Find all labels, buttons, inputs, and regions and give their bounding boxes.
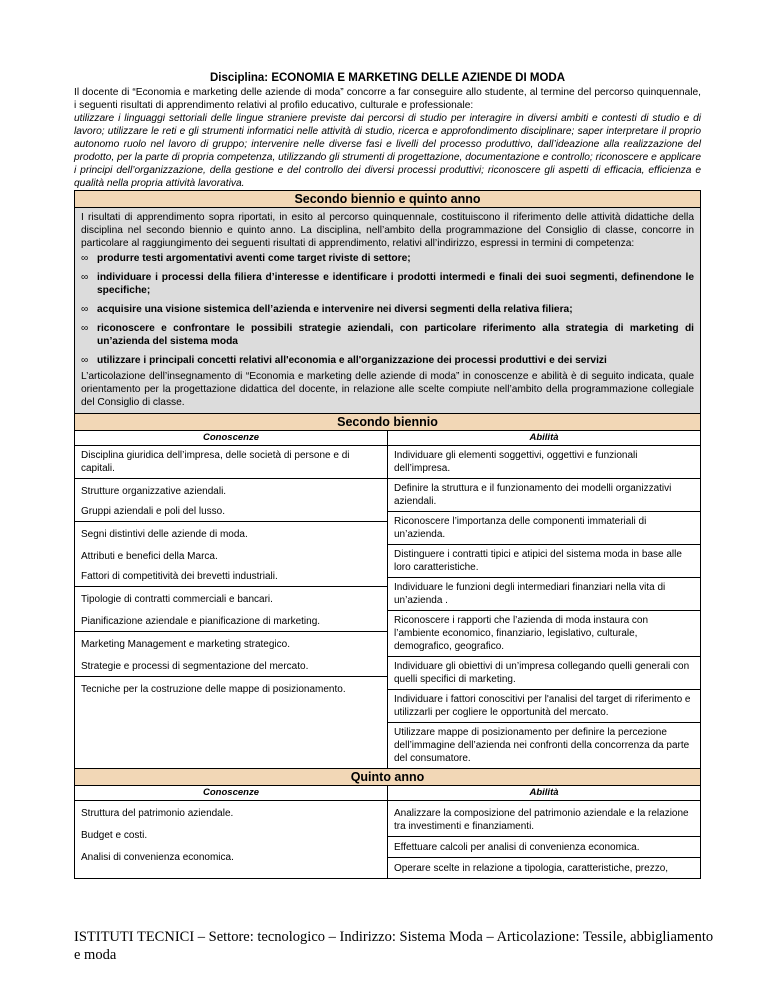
competences-intro: I risultati di apprendimento sopra riportati, in esito al percorso quinquennale, costituiscono il riferimento delle attività didattiche della disciplina nel secondo biennio e quinto anno. La disciplina, nell’ambito della programmazione del Consiglio di classe, concorre in particolare al raggiungimento dei seguenti risultati di apprendimento, relativi all’indirizzo, espressi in termini di competenza: — [81, 212, 694, 249]
conoscenze-header: Conoscenze — [75, 786, 387, 801]
intro-italic-paragraph: utilizzare i linguaggi settoriali delle lingue straniere previste dai percorsi di studio per interagire in diversi ambiti e contesti di studio e di lavoro; utilizzare le reti e gli strumenti informatici nelle attività di studio, ricerca e approfondimento disciplinare; saper interpretare il proprio autonomo ruolo nel lavoro di gruppo; intervenire nelle diverse fasi e livelli del processo produttivo, dall’ideazione alla realizzazione del prodotto, per la parte di propria competenza, utilizzando gli strumenti di progettazione, documentazione e controllo; riconoscere e applicare i principi dell’organizzazione, della gestione e del controllo dei diversi processi produttivi; riconoscere gli aspetti di efficacia, efficienza e qualità nella propria attività lavorativa. — [74, 113, 701, 189]
abilita-column — [388, 431, 700, 768]
infinity-bullet-icon: ∞ — [81, 355, 89, 366]
abilita-cell: Individuare gli elementi soggettivi, oggettivi e funzionali dell’impresa. — [388, 446, 700, 479]
abilita-cell: Riconoscere l’importanza delle componenti immateriali di un’azienda. — [388, 512, 700, 545]
competence-text: utilizzare i principali concetti relativi all'economia e all'organizzazione dei processi produttivi e dei servizi — [97, 355, 607, 366]
abilita-column — [388, 786, 700, 878]
conoscenza-cell: Attributi e benefici della Marca. — [81, 551, 218, 562]
competence-text: individuare i processi della filiera d’interesse e identificare i prodotti intermedi e finali dei suoi segmenti, definendone le specifiche; — [97, 272, 694, 296]
competence-item — [81, 322, 694, 348]
abilita-header: Abilità — [388, 786, 700, 801]
conoscenza-cell: Budget e costi. — [81, 830, 148, 841]
abilita-cell: Analizzare la composizione del patrimonio aziendale e la relazione tra investimenti e finanziamenti. — [388, 801, 700, 837]
conoscenze-column — [75, 786, 388, 878]
competence-text: acquisire una visione sistemica dell’azienda e intervenire nei diversi segmenti della relativa filiera; — [97, 304, 573, 315]
conoscenza-cell: Fattori di competitività dei brevetti industriali. — [75, 566, 387, 587]
infinity-bullet-icon: ∞ — [81, 253, 89, 264]
conoscenza-cell: Strutture organizzative aziendali. — [81, 486, 227, 497]
infinity-bullet-icon: ∞ — [81, 304, 89, 315]
abilita-cell: Operare scelte in relazione a tipologia, caratteristiche, prezzo, — [394, 863, 669, 874]
conoscenze-header: Conoscenze — [75, 431, 387, 446]
articolazione-paragraph: L’articolazione dell’insegnamento di “Economia e marketing delle aziende di moda” in conoscenze e abilità è di seguito indicata, quale orientamento per la progettazione didattica del docente, in relazione alle scelte compiute nell’ambito della programmazione collegiale del Consiglio di classe. — [81, 371, 694, 408]
infinity-bullet-icon: ∞ — [81, 272, 89, 283]
abilita-cell: Individuare gli obiettivi di un’impresa collegando quelli generali con quelli specifici di marketing. — [388, 657, 700, 690]
section-heading-quinto-anno: Quinto anno — [75, 769, 700, 786]
abilita-cell: Utilizzare mappe di posizionamento per definire la percezione dell’immagine dell’azienda nei confronti della concorrenza da parte del consumatore. — [394, 727, 690, 764]
secondo-biennio-columns — [75, 431, 700, 769]
section-heading-secondo-biennio-quinto-anno: Secondo biennio e quinto anno — [75, 191, 700, 208]
conoscenze-column — [75, 431, 388, 768]
abilita-cell: Riconoscere i rapporti che l’azienda di moda instaura con l’ambiente economico, finanziario, legislativo, culturale, demografico, geografico. — [388, 611, 700, 657]
conoscenza-cell: Strategie e processi di segmentazione del mercato. — [75, 654, 387, 677]
infinity-bullet-icon: ∞ — [81, 323, 89, 334]
competence-text: riconoscere e confrontare le possibili strategie aziendali, con particolare riferimento alla strategia di marketing di un’azienda del sistema moda — [97, 323, 694, 347]
section-heading-secondo-biennio: Secondo biennio — [75, 414, 700, 431]
abilita-header: Abilità — [388, 431, 700, 446]
conoscenza-cell: Segni distintivi delle aziende di moda. — [81, 529, 248, 540]
competences-panel — [75, 208, 700, 414]
abilita-cell: Effettuare calcoli per analisi di convenienza economica. — [388, 837, 700, 858]
competence-item — [81, 303, 694, 316]
competence-item — [81, 354, 694, 367]
quinto-anno-columns — [75, 786, 700, 878]
abilita-cell: Individuare le funzioni degli intermediari finanziari nella vita di un’azienda . — [388, 578, 700, 611]
conoscenza-cell: Marketing Management e marketing strategico. — [81, 639, 290, 650]
discipline-title: Disciplina: ECONOMIA E MARKETING DELLE AZIENDE DI MODA — [209, 72, 566, 84]
competence-item — [81, 271, 694, 297]
document-page — [74, 72, 701, 879]
conoscenza-cell: Struttura del patrimonio aziendale. — [81, 808, 234, 819]
conoscenza-cell: Tecniche per la costruzione delle mappe di posizionamento. — [81, 684, 346, 695]
intro-paragraph: Il docente di “Economia e marketing delle aziende di moda” concorre a far conseguire allo studente, al termine del percorso quinquennale, i seguenti risultati di apprendimento relativi al profilo educativo, culturale e professionale: — [74, 87, 701, 111]
competence-item — [81, 252, 694, 265]
conoscenza-cell: Tipologie di contratti commerciali e bancari. — [81, 594, 273, 605]
abilita-cell: Distinguere i contratti tipici e atipici del sistema moda in base alle loro caratteristiche. — [388, 545, 700, 578]
conoscenza-cell: Gruppi aziendali e poli del lusso. — [75, 501, 387, 522]
conoscenza-cell: Disciplina giuridica dell’impresa, delle società di persone e di capitali. — [75, 446, 387, 479]
conoscenza-cell: Analisi di convenienza economica. — [81, 852, 234, 863]
abilita-cell: Definire la struttura e il funzionamento dei modelli organizzativi aziendali. — [388, 479, 700, 512]
page-footer: ISTITUTI TECNICI – Settore: tecnologico – Indirizzo: Sistema Moda – Articolazione: Tessile, abbigliamento e moda — [74, 929, 714, 963]
curriculum-table — [74, 190, 701, 879]
conoscenza-cell: Pianificazione aziendale e pianificazione di marketing. — [75, 609, 387, 632]
competence-text: produrre testi argomentativi aventi come target riviste di settore; — [97, 253, 411, 264]
abilita-cell: Individuare i fattori conoscitivi per l'analisi del target di riferimento e utilizzarli per cogliere le opportunità del mercato. — [388, 690, 700, 723]
